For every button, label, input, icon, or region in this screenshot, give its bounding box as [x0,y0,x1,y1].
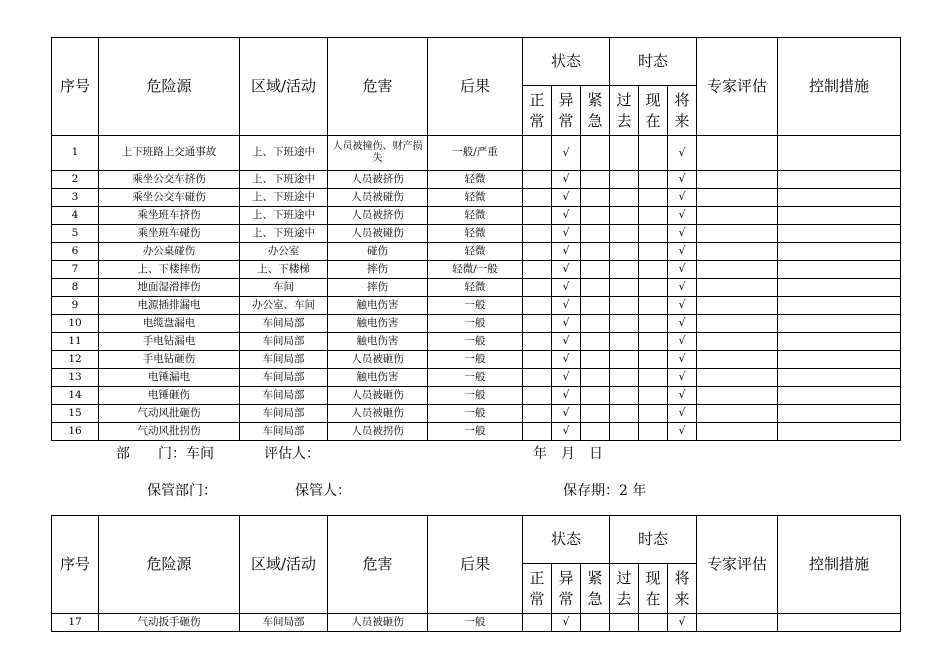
cell-tense-future: √ [668,614,697,632]
cell-hazard: 乘坐公交车碰伤 [99,189,240,207]
cell-tense-future: √ [668,225,697,243]
cell-tense-past [610,351,639,369]
cell-tense-past [610,614,639,632]
cell-hazard: 乘坐班车碰伤 [99,225,240,243]
cell-area: 车间局部 [240,333,328,351]
cell-tense-past [610,387,639,405]
cell-state-abnormal: √ [552,261,581,279]
hazard-table [51,37,901,441]
header-state: 状态 [523,516,610,564]
cell-area: 车间局部 [240,614,328,632]
cell-consequence: 一般 [428,423,523,441]
cell-consequence: 一般/严重 [428,136,523,171]
cell-expert [697,279,778,297]
cell-state-emergency [581,279,610,297]
cell-control [778,189,901,207]
cell-tense-future: √ [668,405,697,423]
cell-state-abnormal: √ [552,387,581,405]
cell-control [778,351,901,369]
cell-state-normal [523,333,552,351]
cell-tense-future: √ [668,279,697,297]
cell-expert [697,405,778,423]
cell-seq: 2 [52,171,99,189]
cell-tense-past [610,243,639,261]
cell-consequence: 一般 [428,405,523,423]
cell-state-emergency [581,351,610,369]
header-tense: 时态 [610,516,697,564]
cell-control [778,369,901,387]
cell-state-emergency [581,171,610,189]
cell-tense-past [610,279,639,297]
cell-tense-past [610,261,639,279]
cell-tense-present [639,297,668,315]
cell-consequence: 轻微 [428,207,523,225]
header-state-emergency: 紧急 [581,564,610,614]
cell-tense-future: √ [668,351,697,369]
cell-control [778,387,901,405]
cell-harm: 人员被砸伤 [328,387,428,405]
cell-state-abnormal: √ [552,171,581,189]
cell-state-normal [523,261,552,279]
cell-state-abnormal: √ [552,297,581,315]
cell-state-abnormal: √ [552,315,581,333]
cell-harm: 触电伤害 [328,333,428,351]
cell-state-normal [523,315,552,333]
cell-area: 上、下班途中 [240,225,328,243]
cell-seq: 3 [52,189,99,207]
cell-state-emergency [581,333,610,351]
cell-state-normal [523,423,552,441]
header-hazard: 危险源 [99,516,240,614]
cell-tense-present [639,333,668,351]
table-row [52,279,901,297]
cell-state-abnormal: √ [552,207,581,225]
cell-state-emergency [581,405,610,423]
cell-expert [697,189,778,207]
cell-area: 车间 [240,279,328,297]
cell-hazard: 上、下楼摔伤 [99,261,240,279]
cell-control [778,405,901,423]
cell-control [778,243,901,261]
cell-tense-present [639,405,668,423]
header-tense-past: 过去 [610,86,639,136]
cell-state-normal [523,387,552,405]
cell-harm: 摔伤 [328,279,428,297]
table-row [52,351,901,369]
header-area: 区域/活动 [240,38,328,136]
table-row [52,614,901,632]
cell-consequence: 轻微 [428,279,523,297]
cell-seq: 7 [52,261,99,279]
cell-tense-future: √ [668,243,697,261]
cell-state-emergency [581,136,610,171]
header-state-abnormal: 异常 [552,564,581,614]
cell-state-emergency [581,423,610,441]
table-row [52,423,901,441]
cell-hazard: 电缆盘漏电 [99,315,240,333]
cell-tense-future: √ [668,189,697,207]
cell-state-normal [523,279,552,297]
cell-expert [697,297,778,315]
footer-keep-period: 保存期：2 年 [563,483,647,499]
header-state: 状态 [523,38,610,86]
header-tense-present: 现在 [639,564,668,614]
cell-tense-past [610,423,639,441]
cell-tense-future: √ [668,369,697,387]
cell-consequence: 一般 [428,351,523,369]
cell-seq: 6 [52,243,99,261]
cell-tense-present [639,243,668,261]
table-row [52,387,901,405]
cell-tense-present [639,225,668,243]
cell-tense-future: √ [668,171,697,189]
cell-control [778,423,901,441]
header-control: 控制措施 [778,516,901,614]
header-consequence: 后果 [428,516,523,614]
cell-harm: 人员被挤伤 [328,171,428,189]
cell-control [778,279,901,297]
cell-tense-present [639,171,668,189]
cell-harm: 摔伤 [328,261,428,279]
cell-expert [697,423,778,441]
cell-tense-present [639,387,668,405]
cell-consequence: 轻微 [428,243,523,261]
cell-area: 上、下班途中 [240,171,328,189]
footer-date: 年 月 日 [533,446,603,462]
header-state-abnormal: 异常 [552,86,581,136]
cell-tense-present [639,189,668,207]
cell-seq: 5 [52,225,99,243]
cell-seq: 11 [52,333,99,351]
cell-state-normal [523,297,552,315]
cell-area: 车间局部 [240,405,328,423]
cell-consequence: 轻微 [428,171,523,189]
cell-area: 车间局部 [240,369,328,387]
cell-hazard: 乘坐公交车挤伤 [99,171,240,189]
table-row [52,171,901,189]
header-harm: 危害 [328,516,428,614]
cell-seq: 4 [52,207,99,225]
cell-state-normal [523,225,552,243]
cell-state-abnormal: √ [552,189,581,207]
table-row [52,369,901,387]
header-tense-past: 过去 [610,564,639,614]
cell-state-emergency [581,189,610,207]
cell-seq: 17 [52,614,99,632]
cell-seq: 8 [52,279,99,297]
cell-control [778,333,901,351]
cell-tense-past [610,333,639,351]
table-row [52,243,901,261]
cell-state-abnormal: √ [552,423,581,441]
cell-harm: 触电伤害 [328,315,428,333]
cell-state-normal [523,351,552,369]
cell-expert [697,225,778,243]
cell-tense-past [610,405,639,423]
cell-expert [697,351,778,369]
cell-hazard: 地面湿滑摔伤 [99,279,240,297]
cell-tense-present [639,261,668,279]
table-row [52,136,901,171]
cell-state-emergency [581,261,610,279]
cell-control [778,261,901,279]
cell-harm: 人员被砸伤 [328,351,428,369]
header-tense-future: 将来 [668,564,697,614]
cell-state-normal [523,136,552,171]
cell-control [778,225,901,243]
table-row [52,297,901,315]
cell-expert [697,261,778,279]
cell-control [778,171,901,189]
cell-hazard: 乘坐班车挤伤 [99,207,240,225]
cell-state-emergency [581,225,610,243]
cell-control [778,315,901,333]
cell-tense-present [639,423,668,441]
cell-hazard: 电锤漏电 [99,369,240,387]
cell-harm: 人员被碰伤 [328,189,428,207]
cell-expert [697,369,778,387]
cell-expert [697,207,778,225]
cell-seq: 16 [52,423,99,441]
cell-hazard: 气动风批拐伤 [99,423,240,441]
footer-keep-dept: 保管部门： [147,483,217,499]
cell-state-abnormal: √ [552,614,581,632]
header-control: 控制措施 [778,38,901,136]
cell-area: 车间局部 [240,351,328,369]
table-row [52,225,901,243]
header-state-emergency: 紧急 [581,86,610,136]
header-expert: 专家评估 [697,38,778,136]
cell-state-emergency [581,297,610,315]
cell-tense-future: √ [668,207,697,225]
cell-seq: 15 [52,405,99,423]
cell-tense-past [610,207,639,225]
footer-dept: 部 门：车间 [116,446,214,462]
cell-tense-future: √ [668,387,697,405]
cell-state-emergency [581,243,610,261]
cell-area: 上、下班途中 [240,189,328,207]
cell-state-emergency [581,207,610,225]
cell-seq: 9 [52,297,99,315]
header-consequence: 后果 [428,38,523,136]
cell-tense-past [610,225,639,243]
cell-area: 办公室 [240,243,328,261]
cell-consequence: 轻微 [428,225,523,243]
cell-control [778,207,901,225]
cell-area: 上、下班途中 [240,207,328,225]
cell-tense-past [610,189,639,207]
header-tense: 时态 [610,38,697,86]
cell-consequence: 一般 [428,333,523,351]
cell-hazard: 气动风批砸伤 [99,405,240,423]
cell-harm: 人员被碰伤 [328,225,428,243]
cell-harm: 人员被撞伤、财产损失 [328,136,428,171]
table-row [52,315,901,333]
cell-tense-present [639,207,668,225]
cell-hazard: 气动扳手砸伤 [99,614,240,632]
cell-tense-present [639,614,668,632]
cell-harm: 人员被挤伤 [328,207,428,225]
cell-hazard: 手电钻漏电 [99,333,240,351]
cell-state-normal [523,207,552,225]
cell-tense-present [639,369,668,387]
cell-tense-past [610,171,639,189]
cell-state-emergency [581,315,610,333]
header-seq: 序号 [52,38,99,136]
header-expert: 专家评估 [697,516,778,614]
table-row [52,189,901,207]
cell-seq: 1 [52,136,99,171]
cell-expert [697,333,778,351]
cell-state-emergency [581,614,610,632]
table-row [52,333,901,351]
hazard-table-continued [51,515,901,632]
cell-area: 办公室、车间 [240,297,328,315]
footer-keeper: 保管人： [295,483,351,499]
cell-area: 上、下班途中 [240,136,328,171]
cell-tense-past [610,369,639,387]
header-state-normal: 正常 [523,86,552,136]
cell-state-abnormal: √ [552,369,581,387]
cell-state-normal [523,614,552,632]
header-hazard: 危险源 [99,38,240,136]
cell-area: 上、下楼梯 [240,261,328,279]
cell-hazard: 上下班路上交通事故 [99,136,240,171]
cell-tense-past [610,136,639,171]
cell-tense-present [639,315,668,333]
cell-hazard: 办公桌碰伤 [99,243,240,261]
table-row [52,405,901,423]
cell-hazard: 电源插排漏电 [99,297,240,315]
cell-state-abnormal: √ [552,136,581,171]
header-area: 区域/活动 [240,516,328,614]
cell-control [778,297,901,315]
cell-consequence: 一般 [428,614,523,632]
cell-seq: 12 [52,351,99,369]
cell-state-abnormal: √ [552,351,581,369]
cell-hazard: 电锤砸伤 [99,387,240,405]
footer-assessor: 评估人： [264,446,320,462]
header-tense-present: 现在 [639,86,668,136]
cell-harm: 人员被拐伤 [328,423,428,441]
cell-control [778,614,901,632]
cell-harm: 触电伤害 [328,369,428,387]
header-seq: 序号 [52,516,99,614]
cell-state-abnormal: √ [552,279,581,297]
cell-state-abnormal: √ [552,225,581,243]
cell-state-normal [523,369,552,387]
cell-seq: 14 [52,387,99,405]
cell-consequence: 一般 [428,315,523,333]
cell-harm: 碰伤 [328,243,428,261]
cell-hazard: 手电钻砸伤 [99,351,240,369]
table-row [52,261,901,279]
cell-consequence: 一般 [428,297,523,315]
cell-tense-past [610,315,639,333]
cell-consequence: 轻微/一般 [428,261,523,279]
cell-tense-future: √ [668,136,697,171]
cell-expert [697,243,778,261]
cell-tense-present [639,279,668,297]
header-tense-future: 将来 [668,86,697,136]
cell-consequence: 一般 [428,387,523,405]
cell-expert [697,171,778,189]
cell-area: 车间局部 [240,315,328,333]
cell-expert [697,387,778,405]
cell-consequence: 一般 [428,369,523,387]
cell-state-emergency [581,387,610,405]
table-row [52,207,901,225]
cell-expert [697,614,778,632]
cell-state-abnormal: √ [552,243,581,261]
cell-tense-future: √ [668,315,697,333]
cell-tense-future: √ [668,333,697,351]
cell-control [778,136,901,171]
cell-state-normal [523,243,552,261]
cell-tense-future: √ [668,423,697,441]
cell-area: 车间局部 [240,423,328,441]
cell-state-normal [523,171,552,189]
cell-seq: 13 [52,369,99,387]
cell-harm: 触电伤害 [328,297,428,315]
cell-state-abnormal: √ [552,333,581,351]
header-harm: 危害 [328,38,428,136]
cell-expert [697,136,778,171]
cell-state-normal [523,405,552,423]
cell-tense-future: √ [668,297,697,315]
cell-expert [697,315,778,333]
cell-state-emergency [581,369,610,387]
cell-seq: 10 [52,315,99,333]
cell-area: 车间局部 [240,387,328,405]
cell-harm: 人员被砸伤 [328,614,428,632]
cell-harm: 人员被砸伤 [328,405,428,423]
header-state-normal: 正常 [523,564,552,614]
cell-tense-future: √ [668,261,697,279]
cell-consequence: 轻微 [428,189,523,207]
cell-tense-present [639,351,668,369]
cell-tense-present [639,136,668,171]
cell-state-normal [523,189,552,207]
cell-state-abnormal: √ [552,405,581,423]
cell-tense-past [610,297,639,315]
